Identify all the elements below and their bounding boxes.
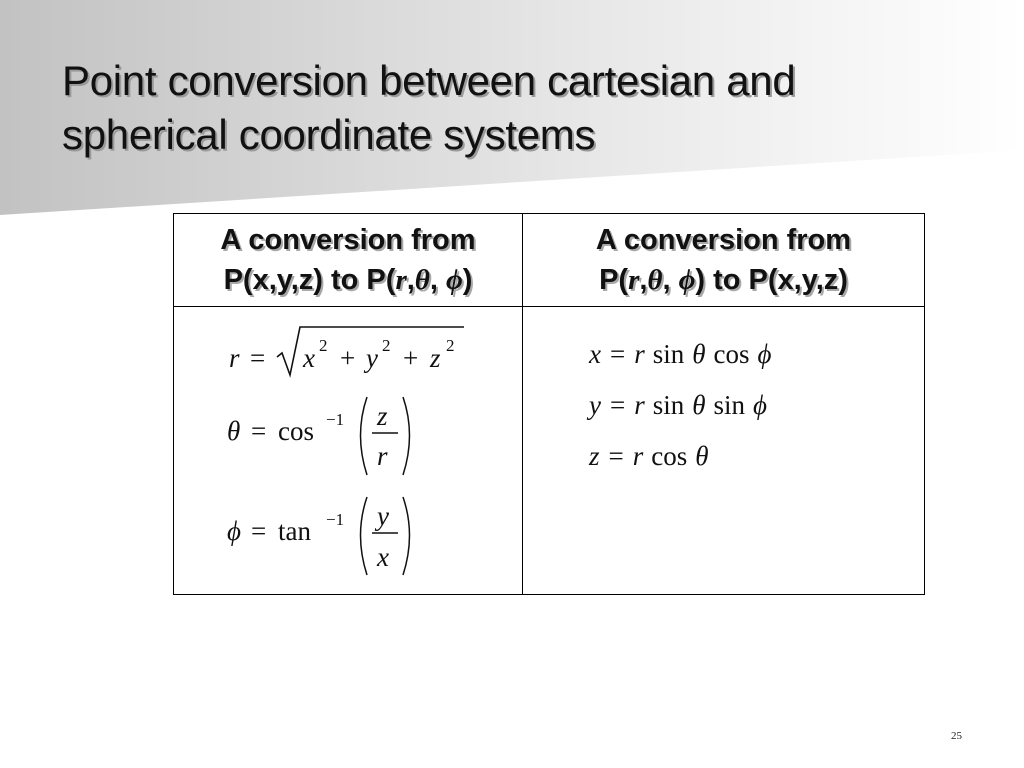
- header-right-line-2: P(r,θ, ϕ) to P(x,y,z): [599, 264, 848, 296]
- header-left-line-2: P(x,y,z) to P(r,θ, ϕ): [223, 264, 473, 296]
- table-header-row: [174, 214, 925, 307]
- formula-phi-equals: =: [251, 516, 267, 546]
- formula-theta-den: r: [377, 441, 388, 471]
- slide-title: [62, 54, 942, 162]
- formula-theta-equals: =: [251, 416, 267, 446]
- header-spherical-to-cartesian: [523, 214, 925, 307]
- spherical-to-cartesian-formulas: [523, 307, 925, 595]
- formula-r-equals: =: [250, 343, 266, 373]
- page-number: 25: [951, 730, 962, 742]
- table-formula-row: [174, 307, 925, 595]
- formula-phi-lhs: ϕ: [227, 516, 241, 546]
- formula-theta-inv: −1: [326, 410, 345, 429]
- formula-r-plus-1: +: [340, 343, 356, 373]
- formula-phi-inv: −1: [326, 510, 345, 529]
- left-paren-icon: [361, 497, 368, 575]
- formula-r-y: y: [366, 343, 378, 373]
- header-right-line-1: A conversion from: [595, 224, 852, 256]
- formula-theta-num: z: [377, 401, 388, 431]
- right-paren-icon: [403, 497, 410, 575]
- formula-z: z = r cos θ: [589, 441, 709, 471]
- formula-r-z-exp: 2: [446, 336, 455, 355]
- right-paren-icon: [403, 397, 410, 475]
- header-left-line-1: A conversion from: [220, 224, 476, 256]
- formula-x: x = r sin θ cos ϕ: [589, 339, 772, 369]
- formula-theta-fn: cos: [278, 416, 314, 446]
- spherical-formulas-svg: [174, 307, 523, 594]
- formula-r-plus-2: +: [403, 343, 419, 373]
- formula-y: y = r sin θ sin ϕ: [589, 390, 768, 420]
- formula-r-y-exp: 2: [382, 336, 391, 355]
- formula-phi-fn: tan: [278, 516, 311, 546]
- formula-phi-num: y: [377, 501, 389, 531]
- formula-r-x: x: [303, 343, 315, 373]
- formula-theta-lhs: θ: [227, 416, 241, 446]
- formula-r: [229, 327, 464, 375]
- cartesian-to-spherical-formulas: [174, 307, 523, 595]
- slide-title-line-2: spherical coordinate systems: [62, 111, 596, 158]
- slide-title-line-1: Point conversion between cartesian and: [62, 57, 796, 104]
- formula-r-x-exp: 2: [319, 336, 328, 355]
- formula-phi: [227, 497, 410, 575]
- formula-r-lhs: r: [229, 343, 240, 373]
- formula-phi-den: x: [377, 542, 389, 572]
- formula-theta: [227, 397, 410, 475]
- conversion-table: [173, 213, 925, 595]
- header-cartesian-to-spherical: [174, 214, 523, 307]
- left-paren-icon: [361, 397, 368, 475]
- formula-r-z: z: [430, 343, 441, 373]
